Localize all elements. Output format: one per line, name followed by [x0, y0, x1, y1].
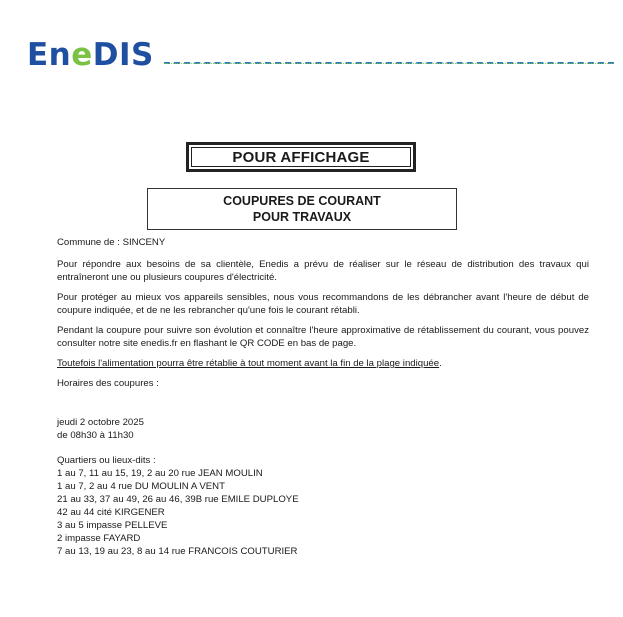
subtitle-line-1: COUPURES DE COURANT: [223, 194, 381, 208]
warning-line: [57, 357, 589, 370]
warning-period: .: [439, 358, 442, 369]
warning-text: Toutefois l'alimentation pourra être rétablie à tout moment avant la fin de la plage indiquée: [57, 358, 440, 369]
logo-accent: e: [71, 37, 93, 73]
location-item: 2 impasse FAYARD: [57, 533, 141, 544]
logo-part-1: En: [27, 37, 72, 73]
paragraph-follow: Pendant la coupure pour suivre son évolution et connaître l'heure approximative de rétablissement du courant, vous pouvez consulter notre site enedis.fr en flashant le QR CODE en bas de page.: [57, 325, 589, 349]
notice-title: POUR AFFICHAGE: [232, 148, 370, 166]
title-box: [186, 142, 416, 172]
paragraph-protect: Pour protéger au mieux vos appareils sensibles, nous vous recommandons de les débrancher avant l'heure de début de coupure indiquée, et de ne les rebrancher qu'une fois le courant rétabli.: [57, 292, 589, 316]
notice-body: [57, 236, 589, 558]
header-divider-accent: [164, 63, 614, 64]
location-item: 7 au 13, 19 au 23, 8 au 14 rue FRANCOIS COUTURIER: [57, 546, 298, 557]
location-item: 21 au 33, 37 au 49, 26 au 46, 39B rue EMILE DUPLOYE: [57, 494, 299, 505]
location-item: 3 au 5 impasse PELLEVE: [57, 520, 168, 531]
logo-part-2: DIS: [92, 37, 154, 73]
enedis-logo: [27, 38, 154, 72]
location-item: 1 au 7, 2 au 4 rue DU MOULIN A VENT: [57, 481, 225, 492]
location-item: 42 au 44 cité KIRGENER: [57, 507, 165, 518]
locations-heading: Quartiers ou lieux-dits :: [57, 455, 156, 466]
schedule-heading: Horaires des coupures :: [57, 378, 159, 389]
outage-date: jeudi 2 octobre 2025: [57, 417, 144, 428]
subtitle-box: [147, 188, 457, 230]
commune-line: Commune de : SINCENY: [57, 237, 166, 248]
paragraph-needs: Pour répondre aux besoins de sa clientèle, Enedis a prévu de réaliser sur le réseau de distribution des travaux qui entraîneront une ou plusieurs coupures d'électricité.: [57, 259, 589, 283]
subtitle-line-2: POUR TRAVAUX: [252, 210, 352, 224]
outage-time-range: de 08h30 à 11h30: [57, 430, 134, 441]
location-item: 1 au 7, 11 au 15, 19, 2 au 20 rue JEAN MOULIN: [57, 468, 263, 479]
page-header: [27, 36, 617, 76]
